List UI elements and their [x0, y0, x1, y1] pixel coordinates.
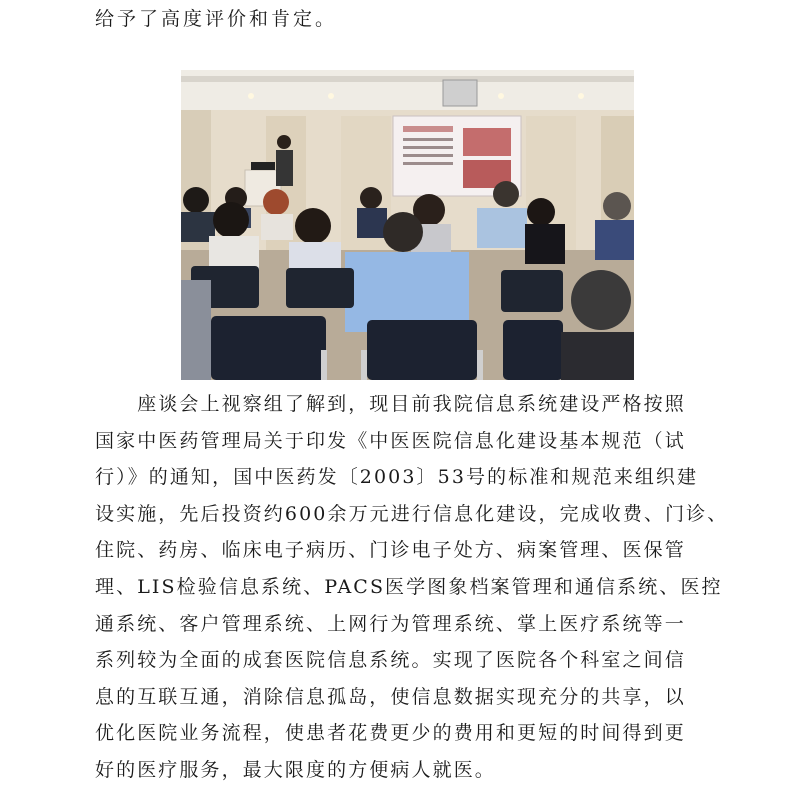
paragraph-line: 国家中医药管理局关于印发《中医医院信息化建设基本规范（试	[95, 429, 686, 452]
intro-line: 给予了高度评价和肯定。	[95, 8, 338, 30]
paragraph-line: 座谈会上视察组了解到，现目前我院信息系统建设严格按照	[95, 393, 686, 415]
paragraph-line: 息的互联互通，消除信息孤岛，使信息数据实现充分的共享，以	[95, 685, 686, 708]
paragraph-line: 住院、药房、临床电子病历、门诊电子处方、病案管理、医保管	[95, 539, 686, 562]
article-paragraph	[95, 386, 729, 789]
paragraph-line: 设实施，先后投资约600余万元进行信息化建设，完成收费、门诊、	[95, 502, 729, 525]
paragraph-line: 理、LIS检验信息系统、PACS医学图象档案管理和通信系统、医控	[95, 575, 723, 598]
projector-icon	[443, 80, 477, 106]
meeting-photo	[181, 70, 634, 380]
paragraph-line: 行）》的通知，国中医药发〔2003〕53号的标准和规范来组织建	[95, 466, 699, 489]
paragraph-line: 优化医院业务流程，使患者花费更少的费用和更短的时间得到更	[95, 722, 686, 745]
speaker	[277, 135, 291, 149]
paragraph-line: 系列较为全面的成套医院信息系统。实现了医院各个科室之间信	[95, 649, 686, 672]
laptop-icon	[251, 162, 275, 170]
paragraph-line: 好的医疗服务，最大限度的方便病人就医。	[95, 758, 496, 781]
meeting-photo-illustration	[181, 70, 634, 380]
paragraph-line: 通系统、客户管理系统、上网行为管理系统、掌上医疗系统等一	[95, 612, 686, 635]
